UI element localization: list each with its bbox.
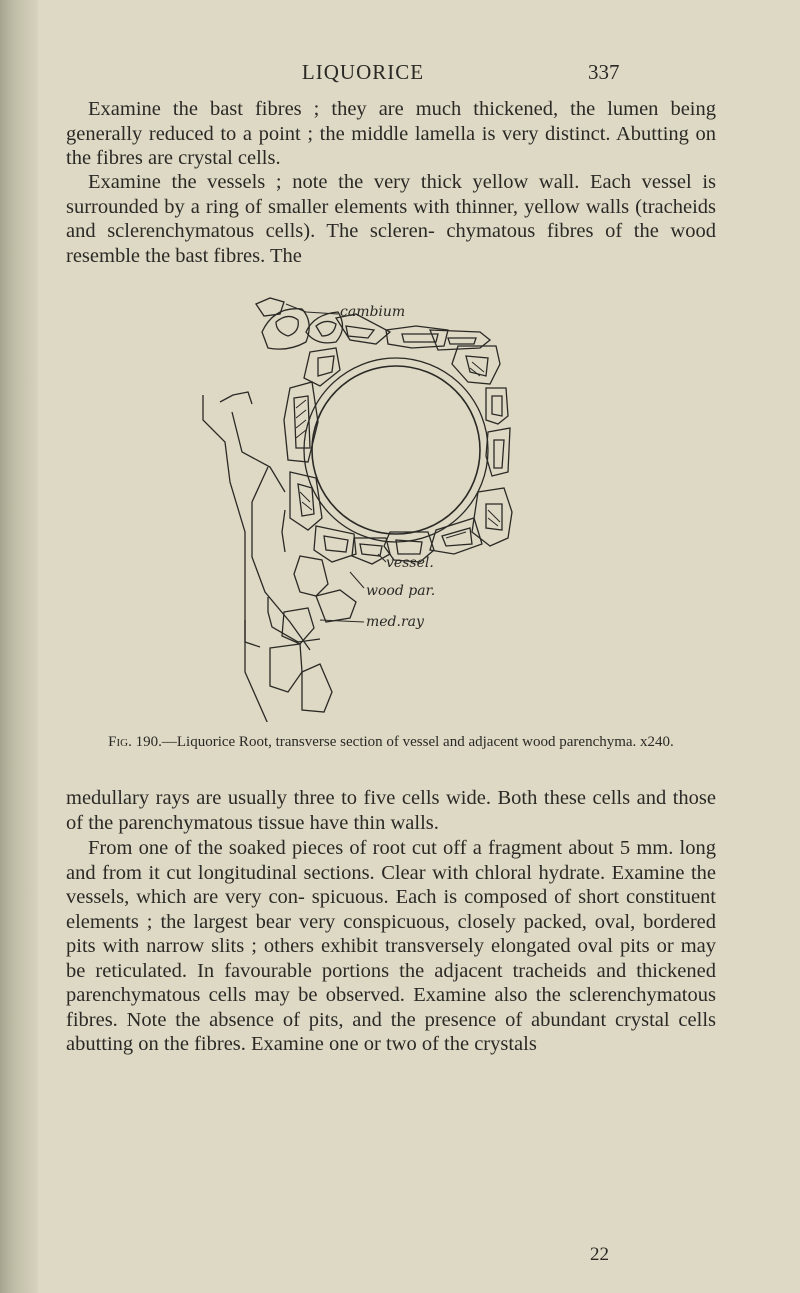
ring-cell [284, 382, 318, 462]
vessel-lumen [312, 366, 480, 534]
running-title: LIQUORICE [301, 60, 425, 84]
paragraph-vessels: Examine the vessels ; note the very thick yellow wall. Each vessel is surrounded by a ring of smaller elements with thinner, yellow walls (tracheids and sclerenchymatous cells). The scleren- chymatous fibres of the wood resemble the bast fibres. The [66, 171, 716, 267]
label-vessel: vessel. [386, 555, 434, 571]
ring-cell [314, 526, 356, 562]
page-number: 337 [588, 60, 620, 84]
ring-cell [304, 348, 340, 386]
outer-wall-line [203, 395, 268, 722]
running-head [0, 60, 800, 90]
label-med-ray: med.ray [366, 614, 424, 630]
ring-cell [486, 388, 508, 424]
paragraph-medullary-rays: medullary rays are usually three to five cells wide. Both these cells and those of the parenchymatous tissue have thin walls. [66, 787, 716, 834]
ring-cell [386, 326, 448, 348]
medullary-ray-cell [270, 644, 302, 692]
figure-caption [66, 733, 716, 752]
cambium-cell [256, 298, 284, 316]
vessel-wall-outer [304, 358, 488, 542]
vessel-section-drawing [190, 292, 550, 722]
ring-cell [306, 312, 343, 343]
ring-cell [472, 488, 512, 546]
medullary-ray-cell [302, 664, 332, 712]
book-spine-shadow [0, 0, 38, 1293]
paragraph-bast-fibres: Examine the bast fibres ; they are much thickened, the lumen being generally reduced to a point ; the middle lamella is very distinct. Abutting on the fibres are crystal cells. [66, 98, 716, 169]
label-wood-par: wood par. [366, 583, 436, 599]
caption-figure-number: Fig. 190. [108, 734, 162, 750]
figure-vessel-section [190, 292, 550, 722]
ring-cell [486, 428, 510, 476]
vessel-leader-line [378, 554, 386, 562]
ring-cell [430, 330, 490, 350]
medullary-ray-cell [282, 608, 314, 644]
signature-mark: 22 [590, 1244, 609, 1265]
wood-par-leader-line [350, 572, 364, 588]
paragraph-longitudinal-sections: From one of the soaked pieces of root cut off a fragment about 5 mm. long and from it cut longitudinal sections. Clear with chloral hydrate. Examine the vessels, which are very con- spicuous. Each is composed of short constituent elements ; the largest bear very conspicuous, closely packed, oval, bordered pits with narrow slits ; others exhibit transversely elongated oval pits or may be reticulated. In favourable portions the adjacent tracheids and thickened parenchymatous cells may be observed. Examine also the sclerenchymatous fibres. Note the absence of pits, and the presence of abundant crystal cells abutting on the fibres. Examine one or two of the crystals [66, 837, 716, 1055]
medullary-ray-cell [294, 556, 328, 596]
medullary-ray-cell [316, 590, 356, 622]
caption-text: —Liquorice Root, transverse section of vessel and adjacent wood parenchyma. x240. [161, 734, 674, 750]
label-cambium: cambium [340, 304, 406, 320]
